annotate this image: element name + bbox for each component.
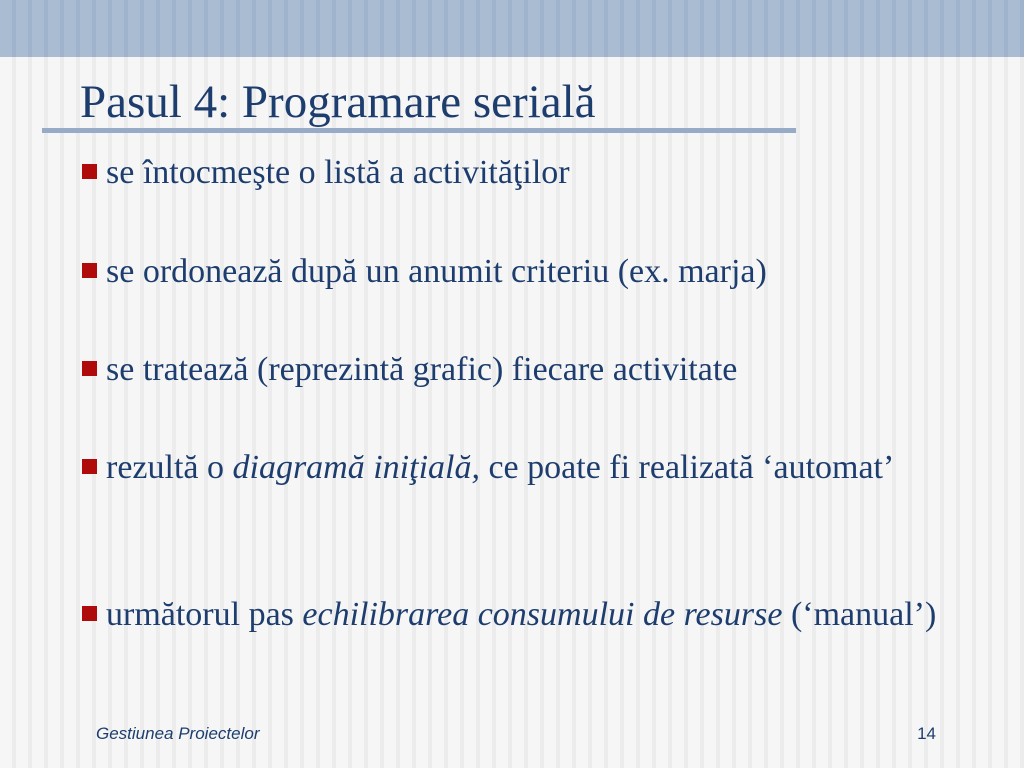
bullet-item <box>82 150 982 196</box>
bullet-text: se întocmeşte o listă a activităţilor <box>106 154 570 191</box>
bullet-item <box>82 347 982 393</box>
bullet-item <box>82 592 982 638</box>
square-bullet-icon <box>82 361 97 376</box>
square-bullet-icon <box>82 263 97 278</box>
square-bullet-icon <box>82 606 97 621</box>
footer-course-name: Gestiunea Proiectelor <box>96 724 260 743</box>
bullet-text-post: ce poate fi realizată ‘automat’ <box>479 449 895 486</box>
top-band <box>0 0 1024 57</box>
bullet-text: se ordonează după un anumit criteriu (ex. marja) <box>106 253 767 290</box>
bullet-text: se tratează (reprezintă grafic) fiecare activitate <box>106 351 738 388</box>
title-underline <box>42 128 796 133</box>
bullet-text-pre: rezultă o <box>106 449 233 486</box>
square-bullet-icon <box>82 164 97 179</box>
bullet-text-emphasis: echilibrarea consumului de resurse <box>302 596 783 633</box>
square-bullet-icon <box>82 459 97 474</box>
bullet-text-post: (‘manual’) <box>782 596 937 633</box>
slide-title: Pasul 4: Programare serială <box>80 76 596 128</box>
bullet-item <box>82 445 982 491</box>
bullet-text-emphasis: diagramă iniţială, <box>232 449 480 486</box>
bullet-text-pre: următorul pas <box>106 596 303 633</box>
bullet-item <box>82 249 982 295</box>
page-number: 14 <box>917 724 936 743</box>
